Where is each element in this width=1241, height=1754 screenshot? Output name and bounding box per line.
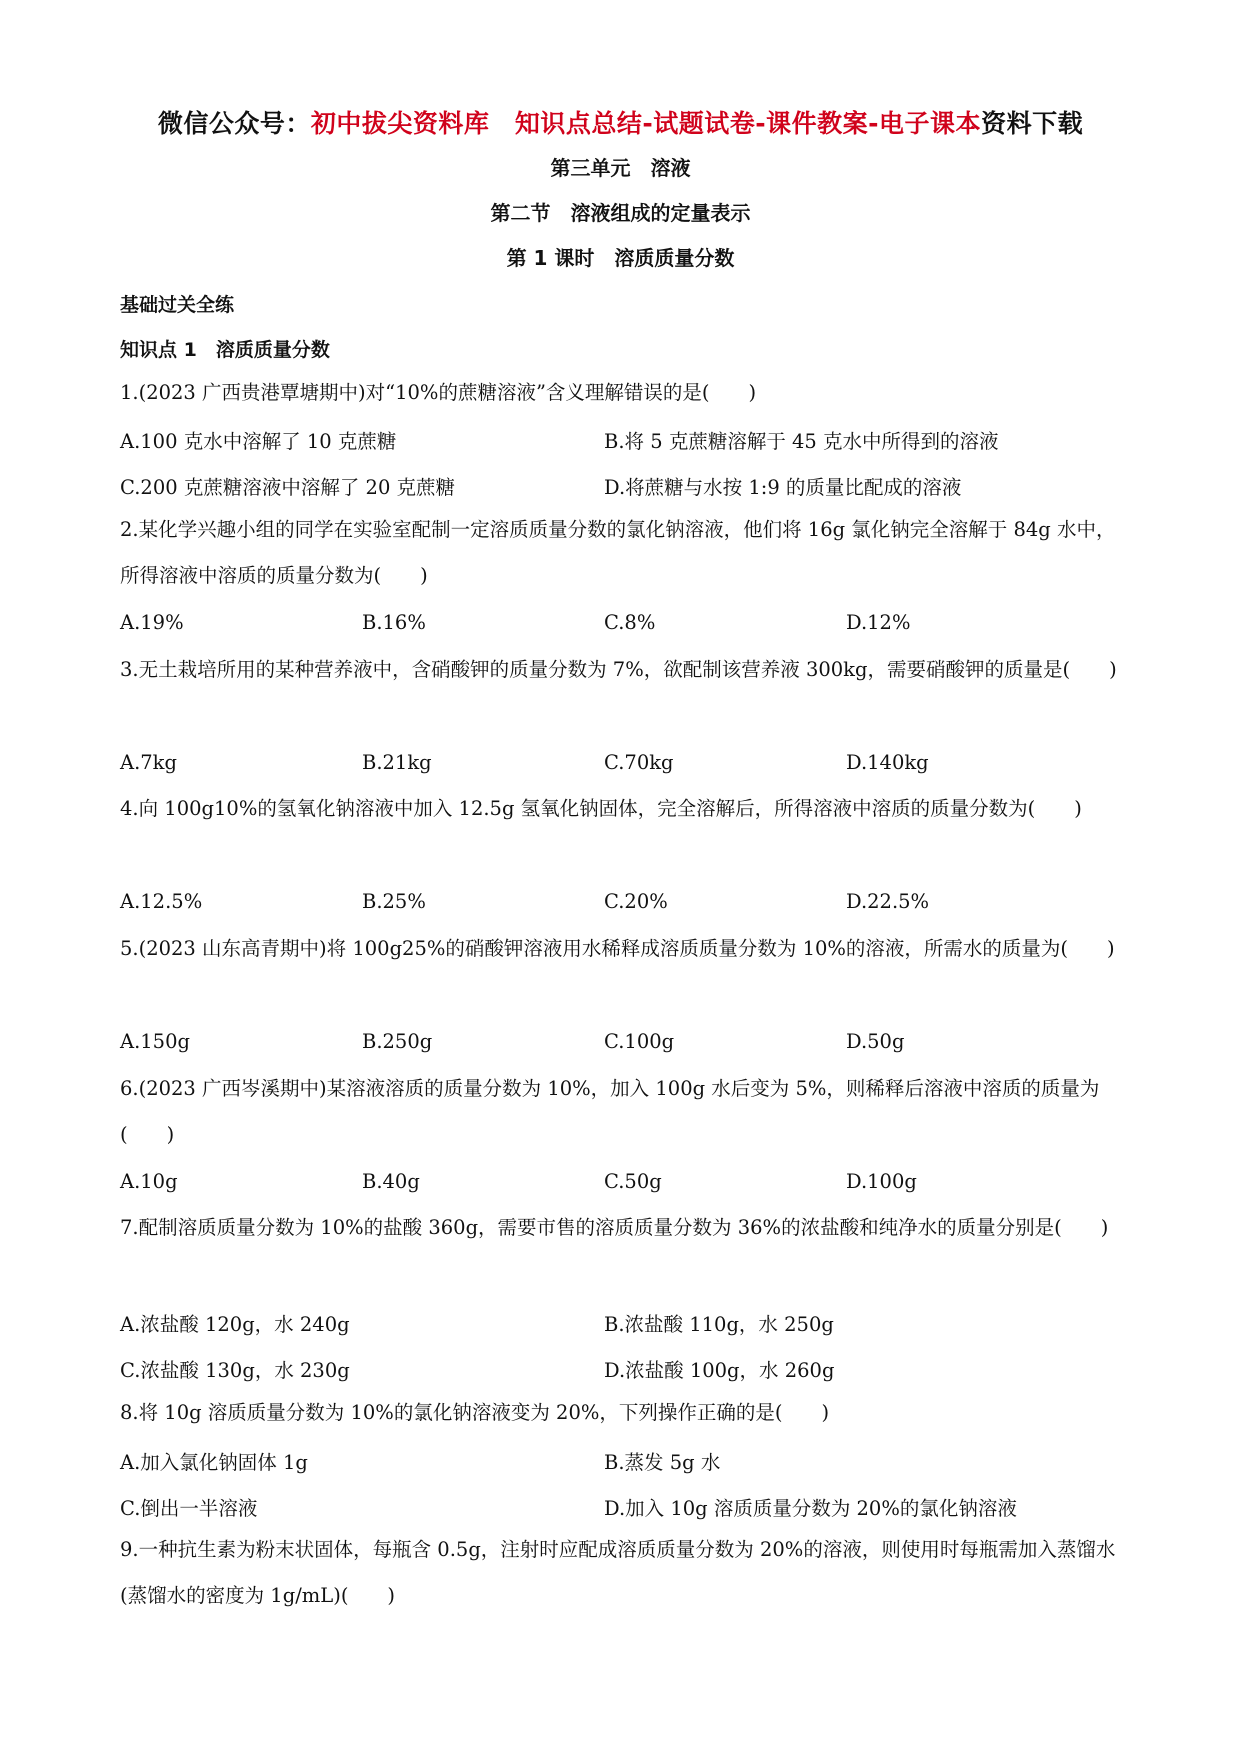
question-7-option-d: D.浓盐酸 100g，水 260g <box>604 1359 835 1382</box>
question-3-stem: 3.无土栽培所用的某种营养液中，含硝酸钾的质量分数为 7%，欲配制该营养液 300kg，需要硝酸钾的质量是( ) <box>120 658 1117 681</box>
question-1-option-c: C.200 克蔗糖溶液中溶解了 20 克蔗糖 <box>120 476 456 499</box>
question-2-option-a: A.19% <box>120 611 184 634</box>
question-7-option-a: A.浓盐酸 120g，水 240g <box>120 1313 350 1336</box>
banner-red-text: 初中拔尖资料库 知识点总结-试题试卷-课件教案-电子课本 <box>310 109 982 138</box>
header-banner <box>0 104 1241 140</box>
question-5-option-b: B.250g <box>362 1030 433 1053</box>
practice-heading: 基础过关全练 <box>120 294 235 316</box>
question-2-option-b: B.16% <box>362 611 426 634</box>
question-3-option-a: A.7kg <box>120 751 177 774</box>
question-6-option-d: D.100g <box>846 1170 917 1193</box>
banner-prefix: 微信公众号： <box>157 109 311 138</box>
question-4-option-c: C.20% <box>604 890 668 913</box>
question-5-option-d: D.50g <box>846 1030 905 1053</box>
question-8-option-c: C.倒出一半溶液 <box>120 1497 258 1520</box>
question-4-option-d: D.22.5% <box>846 890 930 913</box>
question-8-option-a: A.加入氯化钠固体 1g <box>120 1451 308 1474</box>
question-8-option-b: B.蒸发 5g 水 <box>604 1451 721 1474</box>
question-7-stem: 7.配制溶质质量分数为 10%的盐酸 360g，需要市售的溶质质量分数为 36%的浓盐酸和纯净水的质量分别是( ) <box>120 1216 1109 1239</box>
question-6-stem: 6.(2023 广西岑溪期中)某溶液溶质的质量分数为 10%，加入 100g 水后变为 5%，则稀释后溶液中溶质的质量为( ) <box>120 1077 1100 1146</box>
question-1-stem: 1.(2023 广西贵港覃塘期中)对“10%的蔗糖溶液”含义理解错误的是( ) <box>120 381 757 404</box>
lesson-title: 第 1 课时 溶质质量分数 <box>506 246 735 270</box>
section-title: 第二节 溶液组成的定量表示 <box>490 201 751 225</box>
question-8-stem: 8.将 10g 溶质质量分数为 10%的氯化钠溶液变为 20%，下列操作正确的是( ) <box>120 1401 830 1424</box>
question-9-stem: 9.一种抗生素为粉末状固体，每瓶含 0.5g，注射时应配成溶质质量分数为 20%的溶液，则使用时每瓶需加入蒸馏水(蒸馏水的密度为 1g/mL)( ) <box>120 1538 1116 1607</box>
question-6-option-b: B.40g <box>362 1170 420 1193</box>
question-8-option-d: D.加入 10g 溶质质量分数为 20%的氯化钠溶液 <box>604 1497 1017 1520</box>
question-5-stem: 5.(2023 山东高青期中)将 100g25%的硝酸钾溶液用水稀释成溶质质量分数为 10%的溶液，所需水的质量为( ) <box>120 937 1115 960</box>
question-7-option-c: C.浓盐酸 130g，水 230g <box>120 1359 350 1382</box>
question-7-option-b: B.浓盐酸 110g，水 250g <box>604 1313 834 1336</box>
question-4-option-a: A.12.5% <box>120 890 203 913</box>
banner-suffix: 资料下载 <box>981 109 1084 138</box>
question-4-option-b: B.25% <box>362 890 426 913</box>
question-3-option-d: D.140kg <box>846 751 929 774</box>
question-1-option-d: D.将蔗糖与水按 1:9 的质量比配成的溶液 <box>604 476 962 499</box>
question-2-stem: 2.某化学兴趣小组的同学在实验室配制一定溶质质量分数的氯化钠溶液，他们将 16g 氯化钠完全溶解于 84g 水中，所得溶液中溶质的质量分数为( ) <box>120 518 1116 587</box>
question-5-option-a: A.150g <box>120 1030 190 1053</box>
unit-title: 第三单元 溶液 <box>550 156 691 180</box>
question-4-stem: 4.向 100g10%的氢氧化钠溶液中加入 12.5g 氢氧化钠固体，完全溶解后，所得溶液中溶质的质量分数为( ) <box>120 797 1082 820</box>
question-6-option-a: A.10g <box>120 1170 178 1193</box>
knowledge-point-heading: 知识点 1 溶质质量分数 <box>120 339 330 361</box>
question-2-option-d: D.12% <box>846 611 911 634</box>
question-3-option-b: B.21kg <box>362 751 432 774</box>
question-1-option-b: B.将 5 克蔗糖溶解于 45 克水中所得到的溶液 <box>604 430 999 453</box>
question-3-option-c: C.70kg <box>604 751 674 774</box>
question-2-option-c: C.8% <box>604 611 656 634</box>
question-6-option-c: C.50g <box>604 1170 662 1193</box>
question-5-option-c: C.100g <box>604 1030 675 1053</box>
question-1-option-a: A.100 克水中溶解了 10 克蔗糖 <box>120 430 397 453</box>
